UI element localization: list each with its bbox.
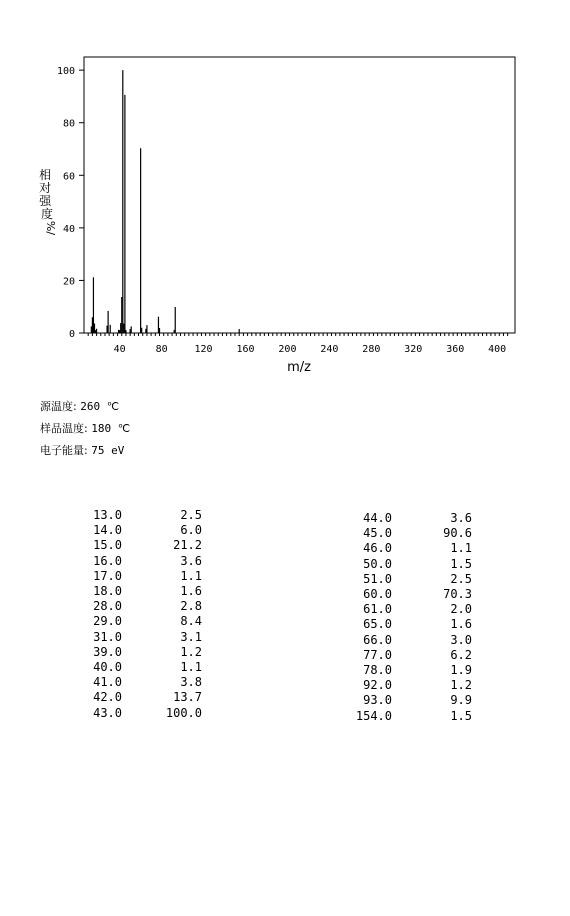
abundance-value: 8.4 <box>180 614 202 629</box>
mz-value: 65.0 <box>363 617 392 632</box>
mz-value: 13.0 <box>93 508 122 522</box>
table-row <box>354 511 472 526</box>
abundance-value: 1.2 <box>450 678 472 693</box>
peak-table-right <box>354 511 472 724</box>
y-axis <box>57 66 84 340</box>
source-temperature-label: 源温度: <box>40 400 77 413</box>
y-axis-label <box>39 167 55 221</box>
abundance-value: 1.6 <box>450 617 472 632</box>
x-axis <box>88 333 507 355</box>
table-row <box>86 508 202 523</box>
mz-value: 50.0 <box>363 556 392 571</box>
mz-value: 92.0 <box>363 678 392 693</box>
mass-spectrum-chart <box>0 0 570 390</box>
mz-value: 43.0 <box>93 705 122 720</box>
electron-energy <box>40 442 124 458</box>
sample-temperature <box>40 420 130 436</box>
x-tick-label: 320 <box>404 344 423 355</box>
abundance-value: 2.5 <box>180 508 202 522</box>
abundance-value: 2.8 <box>180 599 202 614</box>
peak-series <box>91 70 239 333</box>
mz-value: 45.0 <box>363 526 392 541</box>
y-tick-label: 40 <box>62 223 75 235</box>
abundance-value: 2.5 <box>450 571 472 586</box>
mz-value: 61.0 <box>363 602 392 617</box>
source-temperature <box>40 398 119 414</box>
table-row <box>86 569 202 584</box>
abundance-value: 100.0 <box>165 705 202 720</box>
table-row <box>354 678 472 693</box>
mz-value: 77.0 <box>363 647 392 662</box>
electron-energy-value: 75 eV <box>91 444 125 457</box>
table-row <box>86 614 202 629</box>
table-row <box>354 526 472 541</box>
mz-value: 66.0 <box>363 632 392 647</box>
table-row <box>86 706 202 721</box>
table-row <box>86 690 202 705</box>
table-row <box>354 541 472 556</box>
table-row <box>86 599 202 614</box>
table-row <box>86 660 202 675</box>
mz-value: 15.0 <box>93 538 122 553</box>
mz-value: 28.0 <box>93 599 122 614</box>
x-tick-label: 240 <box>320 344 339 355</box>
abundance-value: 1.5 <box>450 556 472 571</box>
electron-energy-label: 电子能量: <box>40 444 88 457</box>
plot-frame <box>84 57 515 333</box>
table-row <box>354 633 472 648</box>
abundance-value: 1.5 <box>450 708 472 723</box>
mz-value: 78.0 <box>363 663 392 678</box>
table-row <box>86 538 202 553</box>
mz-value: 18.0 <box>93 584 122 599</box>
x-tick-label: 160 <box>236 344 255 355</box>
table-row <box>86 584 202 599</box>
abundance-value: 1.2 <box>180 644 202 659</box>
table-row <box>354 648 472 663</box>
x-tick-label: 360 <box>446 344 465 355</box>
mz-value: 40.0 <box>93 660 122 675</box>
x-axis-label: m/z <box>287 360 311 375</box>
abundance-value: 3.1 <box>180 629 202 644</box>
abundance-value: 90.6 <box>443 526 472 541</box>
y-label-char: 对 <box>39 181 52 195</box>
x-tick-label: 280 <box>362 344 381 355</box>
mz-value: 154.0 <box>355 708 392 723</box>
table-row <box>86 523 202 538</box>
table-row <box>86 630 202 645</box>
y-tick-label: 100 <box>56 66 75 78</box>
mz-value: 46.0 <box>363 541 392 556</box>
table-row <box>354 587 472 602</box>
mz-value: 44.0 <box>363 511 392 525</box>
abundance-value: 3.6 <box>450 511 472 525</box>
mz-value: 42.0 <box>93 690 122 705</box>
y-tick-label: 20 <box>62 276 75 288</box>
mz-value: 39.0 <box>93 644 122 659</box>
x-tick-label: 40 <box>113 344 126 355</box>
abundance-value: 13.7 <box>173 690 202 705</box>
abundance-value: 1.6 <box>180 584 202 599</box>
table-row <box>86 554 202 569</box>
x-tick-label: 120 <box>194 344 213 355</box>
mz-value: 31.0 <box>93 629 122 644</box>
y-tick-label: 60 <box>62 171 75 183</box>
mz-value: 60.0 <box>363 587 392 602</box>
abundance-value: 1.1 <box>180 568 202 583</box>
table-row <box>354 572 472 587</box>
abundance-value: 6.0 <box>180 523 202 538</box>
abundance-value: 70.3 <box>443 587 472 602</box>
table-row <box>86 645 202 660</box>
mz-value: 17.0 <box>93 568 122 583</box>
table-row <box>354 663 472 678</box>
x-tick-label: 200 <box>278 344 297 355</box>
mz-value: 41.0 <box>93 675 122 690</box>
sample-temperature-value: 180 ℃ <box>91 422 131 435</box>
abundance-value: 3.6 <box>180 553 202 568</box>
mz-value: 93.0 <box>363 693 392 708</box>
abundance-value: 9.9 <box>450 693 472 708</box>
table-row <box>354 617 472 632</box>
abundance-value: 21.2 <box>173 538 202 553</box>
y-label-char: 强 <box>39 194 52 208</box>
table-row <box>354 557 472 572</box>
mz-value: 16.0 <box>93 553 122 568</box>
abundance-value: 2.0 <box>450 602 472 617</box>
source-temperature-value: 260 ℃ <box>80 400 120 413</box>
y-tick-label: 80 <box>62 118 75 130</box>
table-row <box>354 693 472 708</box>
mz-value: 29.0 <box>93 614 122 629</box>
y-label-char: 相 <box>39 168 52 182</box>
x-tick-label: 400 <box>488 344 507 355</box>
mz-value: 14.0 <box>93 523 122 538</box>
abundance-value: 6.2 <box>450 647 472 662</box>
y-axis-label-unit: %/ <box>44 220 57 236</box>
abundance-value: 3.0 <box>450 632 472 647</box>
y-label-char: 度 <box>40 207 54 221</box>
mz-value: 51.0 <box>363 571 392 586</box>
y-tick-label: 0 <box>68 329 75 340</box>
table-row <box>354 709 472 724</box>
table-row <box>86 675 202 690</box>
sample-temperature-label: 样品温度: <box>40 422 88 435</box>
abundance-value: 1.9 <box>450 663 472 678</box>
peak-table-left <box>86 508 202 721</box>
x-tick-label: 80 <box>155 344 168 355</box>
abundance-value: 1.1 <box>180 660 202 675</box>
abundance-value: 1.1 <box>450 541 472 556</box>
table-row <box>354 602 472 617</box>
abundance-value: 3.8 <box>180 675 202 690</box>
